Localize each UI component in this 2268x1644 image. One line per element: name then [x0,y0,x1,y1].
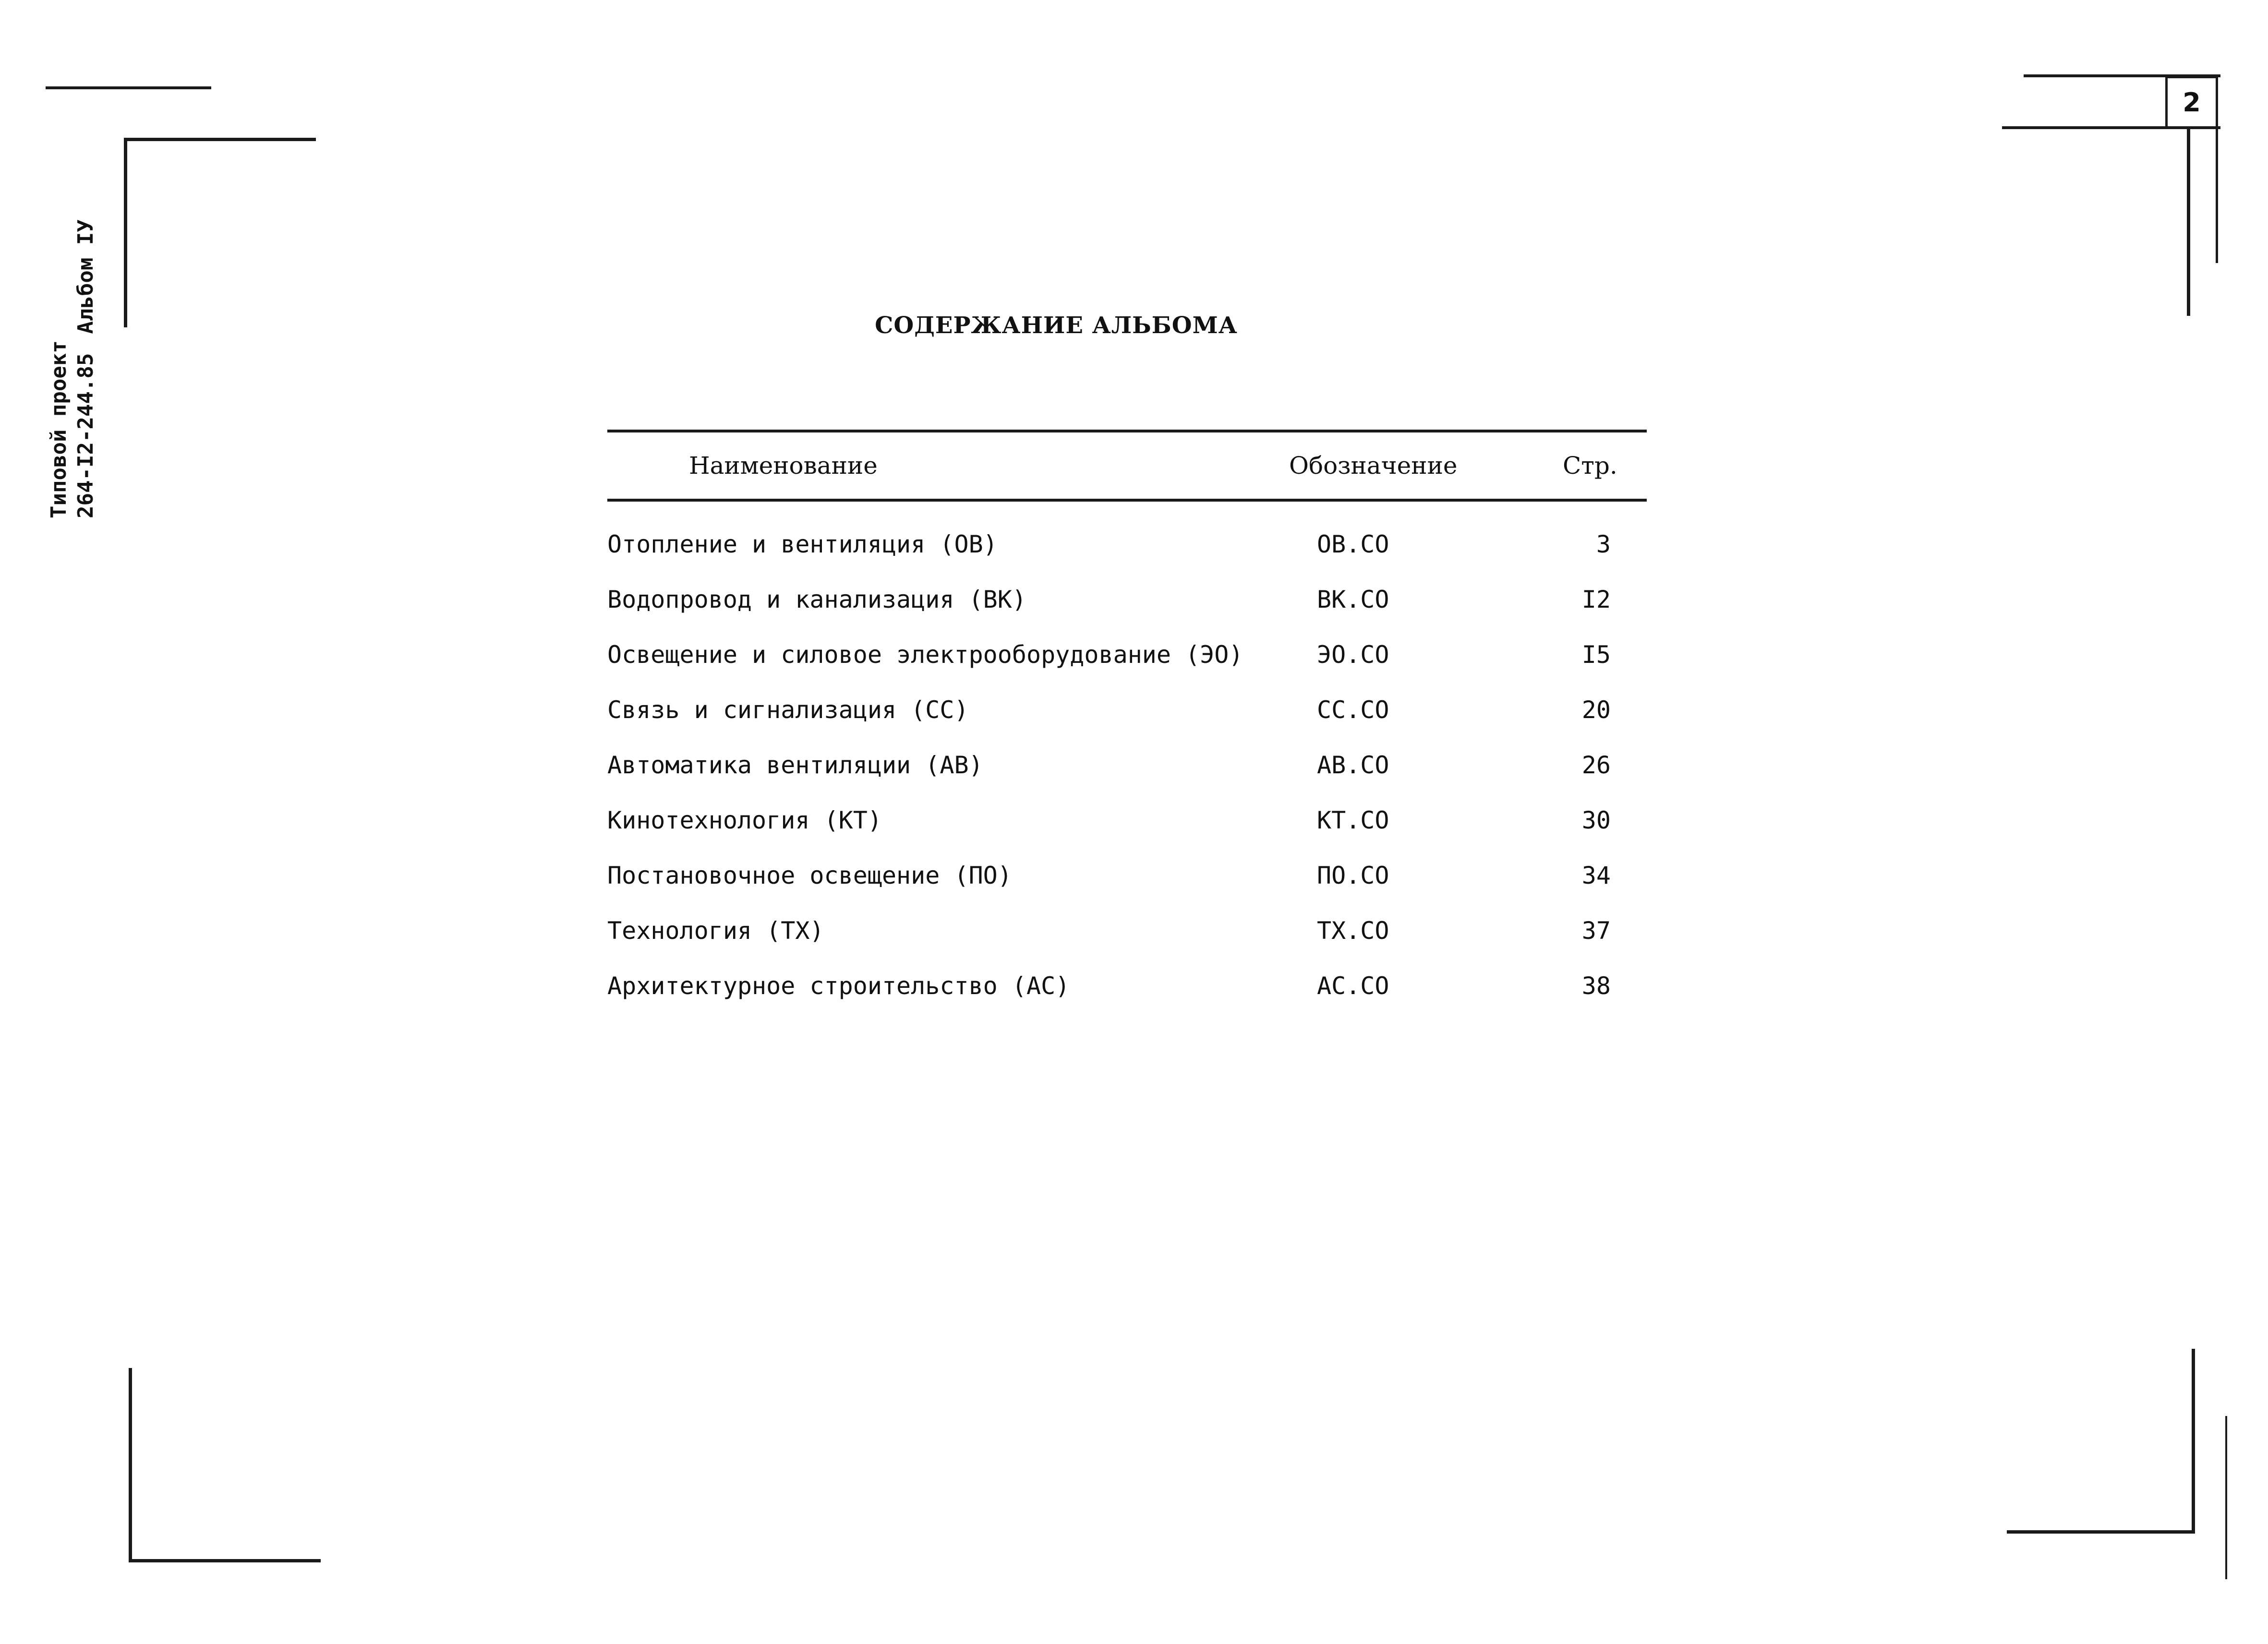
bottom-right-corner-vertical [2192,1349,2195,1534]
row-code: ВК.СО [1317,586,1389,613]
row-name: Архитектурное строительство (АС) [607,972,1070,1000]
row-page: I2 [1581,586,1611,613]
row-code: АС.СО [1317,972,1389,1000]
top-left-short-line [46,86,211,89]
bottom-left-corner-vertical [129,1368,132,1562]
top-left-corner-vertical [124,138,127,327]
row-code: ЭО.СО [1317,641,1389,669]
top-right-side-vertical [2216,126,2218,263]
stamp-project-code: 264-I2-244.85 [73,353,98,518]
row-code: СС.СО [1317,696,1389,724]
table-row [607,696,1647,751]
row-page: 30 [1581,806,1611,834]
header-name: Наименование [689,452,878,480]
row-code: ПО.СО [1317,862,1389,889]
row-page: 37 [1581,917,1611,945]
row-page: 20 [1581,696,1611,724]
row-code: ОВ.СО [1317,530,1389,558]
row-page: 38 [1581,972,1611,1000]
header-page: Стр. [1563,452,1617,480]
row-page: 3 [1596,530,1611,558]
table-row [607,806,1647,862]
table-row [607,972,1647,1027]
table-row [607,586,1647,641]
row-code: КТ.СО [1317,806,1389,834]
top-left-corner-horizontal [124,138,316,141]
bottom-left-corner-horizontal [129,1559,321,1562]
table-row [607,917,1647,972]
table-body [607,502,1647,1027]
row-name: Постановочное освещение (ПО) [607,862,1012,889]
stamp-project-number [72,219,99,518]
top-right-corner-vertical [2187,126,2190,316]
table-row [607,751,1647,806]
row-name: Освещение и силовое электрооборудование (ЭО) [607,641,1243,669]
side-stamp [46,219,99,518]
row-page: 26 [1581,751,1611,779]
row-name: Кинотехнология (КТ) [607,806,882,834]
table-row [607,530,1647,586]
table-row [607,862,1647,917]
table-header [607,432,1647,499]
page-number-box [2165,76,2218,129]
bottom-right-corner-horizontal [2007,1530,2195,1534]
stamp-project-type: Типовой проект [47,340,71,518]
page-title: СОДЕРЖАНИЕ АЛЬБОМА [875,312,1238,339]
row-page: I5 [1581,641,1611,669]
page-number: 2 [2183,87,2201,118]
table-row [607,641,1647,696]
row-name: Автоматика вентиляции (АВ) [607,751,983,779]
row-code: ТХ.СО [1317,917,1389,945]
header-code: Обозначение [1289,452,1458,480]
contents-table [607,430,1647,1027]
stamp-album: Альбом IУ [73,219,98,334]
row-name: Технология (ТХ) [607,917,824,945]
row-name: Водопровод и канализация (ВК) [607,586,1026,613]
row-name: Связь и сигнализация (СС) [607,696,969,724]
row-page: 34 [1581,862,1611,889]
row-code: АВ.СО [1317,751,1389,779]
bottom-right-side-vertical [2225,1416,2227,1579]
row-name: Отопление и вентиляция (ОВ) [607,530,998,558]
